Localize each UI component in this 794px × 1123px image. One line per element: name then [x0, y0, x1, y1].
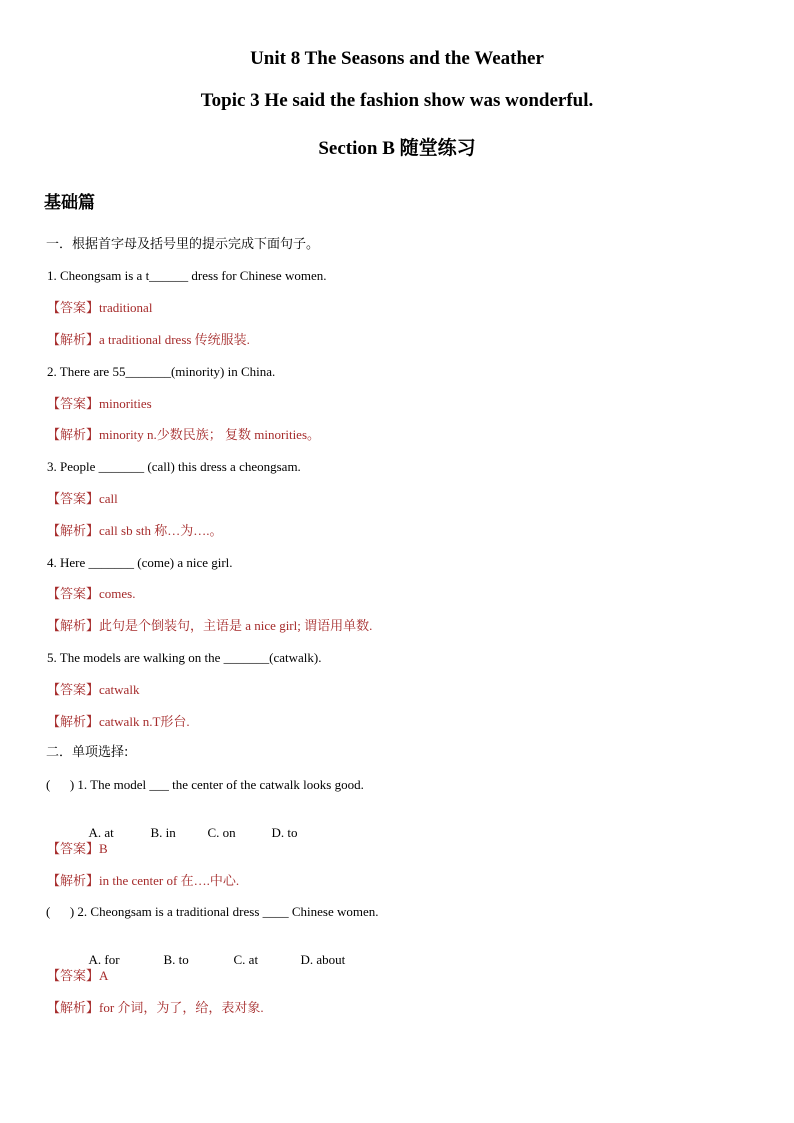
- answer-text: minorities: [99, 396, 152, 411]
- option-c: C. on: [207, 825, 236, 840]
- option-d: D. to: [271, 825, 298, 840]
- analysis-tag: 【解析】: [47, 1000, 100, 1015]
- analysis-2: [47, 427, 320, 443]
- analysis-1: [47, 332, 250, 348]
- analysis-tag: 【解析】: [47, 332, 100, 347]
- mc-options-1: [82, 809, 298, 841]
- analysis-text: in the center of 在….中心.: [99, 873, 240, 888]
- answer-text: traditional: [99, 300, 153, 315]
- answer-tag: 【答案】: [47, 491, 100, 506]
- answer-2: [47, 396, 152, 412]
- analysis-tag: 【解析】: [47, 714, 100, 729]
- answer-text: call: [99, 491, 118, 506]
- analysis-text: minority n.少数民族； 复数 minorities。: [99, 427, 321, 442]
- mc-analysis-2: [47, 1000, 264, 1016]
- mc-answer-2: [47, 968, 108, 984]
- unit-title: Unit 8 The Seasons and the Weather: [250, 48, 544, 69]
- analysis-tag: 【解析】: [47, 523, 100, 538]
- analysis-4: [47, 618, 372, 634]
- answer-tag: 【答案】: [47, 968, 100, 983]
- answer-1: [47, 300, 152, 316]
- answer-tag: 【答案】: [47, 300, 100, 315]
- question-2: 2. There are 55_______(minority) in China.: [47, 364, 276, 379]
- analysis-text: 此句是个倒装句，主语是 a nice girl; 谓语用单数.: [99, 618, 373, 633]
- answer-3: [47, 491, 118, 507]
- option-b: B. in: [150, 825, 176, 840]
- mc-options-2: [82, 936, 345, 968]
- analysis-5: [47, 714, 190, 730]
- analysis-tag: 【解析】: [47, 427, 100, 442]
- answer-text: B: [99, 841, 108, 856]
- analysis-tag: 【解析】: [47, 618, 100, 633]
- analysis-text: call sb sth 称…为….。: [99, 523, 223, 538]
- question-1: 1. Cheongsam is a t______ dress for Chinese women.: [47, 268, 327, 283]
- analysis-tag: 【解析】: [47, 873, 100, 888]
- option-a: A. at: [88, 825, 114, 840]
- answer-tag: 【答案】: [47, 682, 100, 697]
- analysis-3: [47, 523, 223, 539]
- basic-label: 基础篇: [44, 193, 95, 212]
- answer-4: [47, 586, 135, 602]
- mc-question-1: ( ) 1. The model ___ the center of the catwalk looks good.: [46, 777, 364, 792]
- answer-5: [47, 682, 139, 698]
- mc-question-2: ( ) 2. Cheongsam is a traditional dress ____ Chinese women.: [46, 904, 379, 919]
- analysis-text: catwalk n.T形台.: [99, 714, 190, 729]
- question-4: 4. Here _______ (come) a nice girl.: [47, 555, 233, 570]
- topic-title: Topic 3 He said the fashion show was wonderful.: [200, 90, 594, 111]
- answer-text: A: [99, 968, 109, 983]
- option-a: A. for: [88, 952, 120, 967]
- mc-answer-1: [47, 841, 108, 857]
- option-d: D. about: [300, 952, 346, 967]
- analysis-text: a traditional dress 传统服装.: [99, 332, 250, 347]
- question-5: 5. The models are walking on the _______(catwalk).: [47, 650, 322, 665]
- question-3: 3. People _______ (call) this dress a cheongsam.: [47, 459, 301, 474]
- option-c: C. at: [233, 952, 259, 967]
- answer-tag: 【答案】: [47, 396, 100, 411]
- answer-tag: 【答案】: [47, 841, 100, 856]
- mc-analysis-1: [47, 873, 239, 889]
- part1-heading: 一．根据首字母及括号里的提示完成下面句子。: [46, 237, 320, 252]
- answer-text: comes.: [99, 586, 136, 601]
- analysis-text: for 介词，为了，给，表对象.: [99, 1000, 264, 1015]
- section-title: Section B 随堂练习: [318, 138, 476, 159]
- option-b: B. to: [163, 952, 189, 967]
- answer-text: catwalk: [99, 682, 140, 697]
- part2-heading: 二．单项选择:: [46, 745, 129, 760]
- answer-tag: 【答案】: [47, 586, 100, 601]
